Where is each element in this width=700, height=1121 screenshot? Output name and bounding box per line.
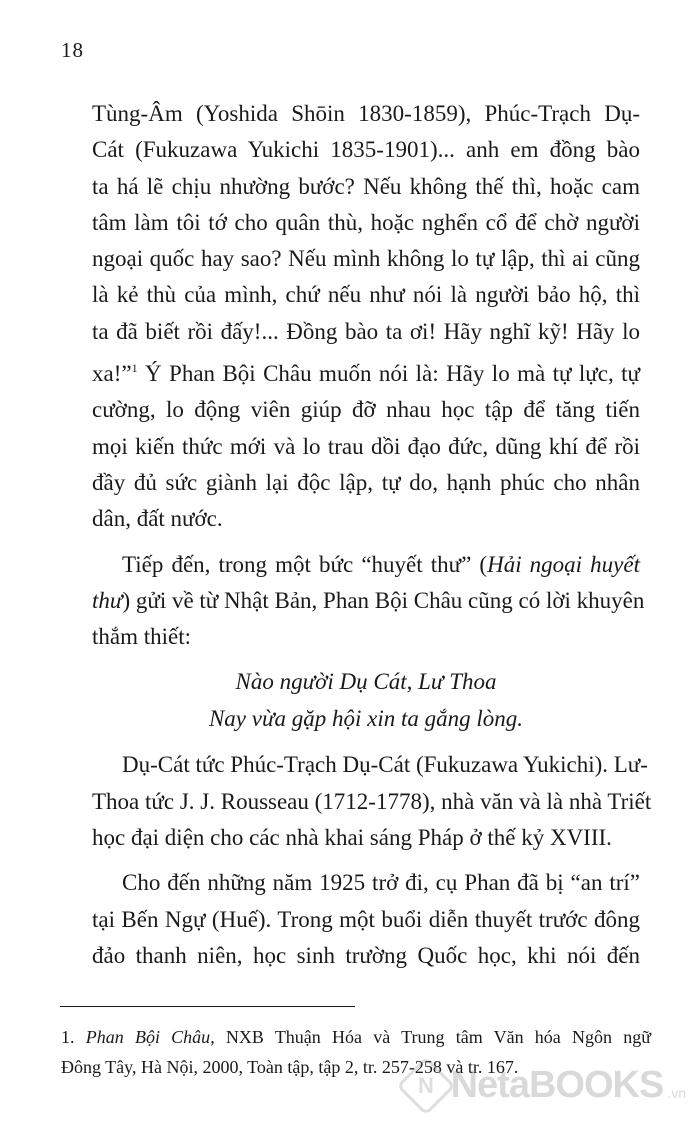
footnote-line: Đông Tây, Hà Nội, 2000, Toàn tập, tập 2, tr. 257-258 và tr. 167.	[61, 1057, 519, 1077]
footnote-title: Phan Bội Châu	[85, 1027, 211, 1047]
page-number: 18	[61, 38, 84, 62]
text-line: tại Bến Ngự (Huế). Trong một buổi diễn thuyết trước đông	[92, 906, 640, 932]
body-text	[92, 96, 652, 974]
paragraph-1	[92, 96, 640, 538]
text-line: ta há lẽ chịu nhường bước? Nếu không thế thì, hoặc cam	[92, 173, 640, 199]
footnote-number: 1.	[61, 1027, 86, 1047]
watermark-text: NetaBOOKS	[450, 1064, 664, 1106]
footnote-line	[61, 1022, 651, 1052]
text-line: Tùng-Âm (Yoshida Shōin 1830-1859), Phúc-Trạch Dụ-	[92, 101, 640, 126]
text-line: Thoa tức J. J. Rousseau (1712-1778), nhà văn và là nhà Triết	[92, 788, 652, 814]
text-line: mọi kiến thức mới và lo trau dồi đạo đức, dũng khí để rồi	[92, 433, 640, 459]
text-fragment: ) gửi về từ Nhật Bản, Phan Bội Châu cũng có lời khuyên	[122, 587, 645, 613]
text-fragment: xa!”	[92, 361, 132, 387]
italic-title: thư	[92, 587, 123, 613]
text-line: tâm làm tôi tớ cho quân thù, hoặc nghển cổ để chờ người	[92, 209, 640, 235]
text-line: đảo thanh niên, học sinh trường Quốc học, khi nói đến	[92, 942, 640, 968]
italic-title: Hải ngoại huyết	[487, 551, 640, 577]
text-line	[92, 547, 640, 583]
text-line: đầy đủ sức giành lại độc lập, tự do, hạnh phúc cho nhân	[92, 469, 640, 495]
paragraph-3	[92, 747, 652, 856]
verse-quote	[92, 663, 640, 737]
text-line-with-footnote-ref	[92, 350, 640, 392]
paragraph-2	[92, 547, 645, 656]
text-line: cường, lo động viên giúp đỡ nhau học tập để tăng tiến	[92, 397, 640, 423]
text-fragment: , NXB Thuận Hóa và Trung tâm Văn hóa Ngôn ngữ	[210, 1027, 652, 1047]
text-line: là kẻ thù của mình, chứ nếu như nói là người bảo hộ, thì	[92, 282, 640, 308]
paragraph-4	[92, 865, 640, 974]
footnote-divider	[60, 1006, 355, 1007]
netabooks-watermark	[405, 1064, 686, 1107]
text-line: ta đã biết rồi đấy!... Đồng bào ta ơi! Hãy nghĩ kỹ! Hãy lo	[92, 318, 640, 344]
verse-line: Nay vừa gặp hội xin ta gắng lòng.	[208, 706, 524, 732]
verse-line: Nào người Dụ Cát, Lư Thoa	[235, 669, 497, 695]
netabooks-logo-icon: N	[396, 1056, 455, 1115]
text-line: ngoại quốc hay sao? Nếu mình không lo tự lập, thì ai cũng	[92, 246, 640, 272]
text-line: Cát (Fukuzawa Yukichi 1835-1901)... anh em đồng bào	[92, 137, 640, 163]
text-line: học đại diện cho các nhà khai sáng Pháp ở thế kỷ XVIII.	[92, 825, 612, 851]
text-line: thắm thiết:	[92, 624, 192, 650]
text-fragment: Ý Phan Bội Châu muốn nói là: Hãy lo mà tự lực, tự	[137, 361, 640, 387]
text-line: Dụ-Cát tức Phúc-Trạch Dụ-Cát (Fukuzawa Yukichi). Lư-	[122, 752, 648, 778]
text-line: dân, đất nước.	[92, 506, 223, 532]
watermark-suffix: .vn	[667, 1085, 686, 1101]
text-line: Cho đến những năm 1925 trở đi, cụ Phan đã bị “an trí”	[122, 870, 640, 896]
text-line	[92, 583, 645, 619]
text-fragment: Tiếp đến, trong một bức “huyết thư” (	[122, 551, 488, 577]
footnote-reference: 1	[131, 361, 138, 376]
